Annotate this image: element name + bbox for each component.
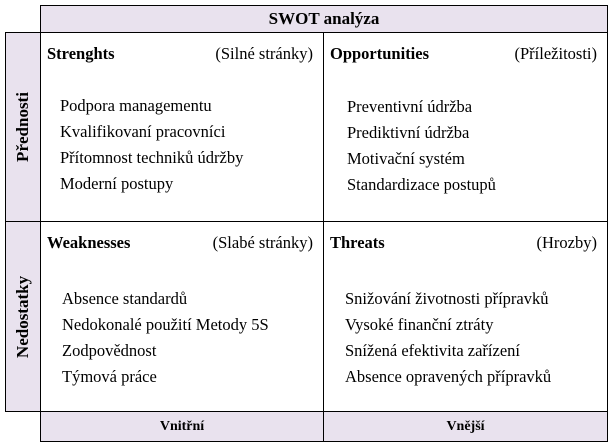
opportunities-title: Opportunities: [330, 44, 430, 63]
list-item: Nedokonalé použití Metody 5S: [62, 315, 269, 334]
list-item: Absence opravených přípravků: [345, 367, 552, 386]
list-item: Absence standardů: [62, 289, 188, 308]
row-label-top: Přednosti: [13, 92, 32, 162]
threats-list: [345, 286, 551, 390]
list-item: Přítomnost techniků údržby: [60, 148, 244, 167]
strengths-list: [60, 93, 243, 197]
list-item: Zodpovědnost: [62, 341, 157, 360]
opportunities-subtitle: (Příležitosti): [514, 44, 597, 63]
list-item: Týmová práce: [62, 367, 157, 386]
list-item: Vysoké finanční ztráty: [345, 315, 494, 334]
list-item: Preventivní údržba: [347, 97, 473, 116]
strengths-title: Strenghts: [47, 44, 115, 63]
column-label-left: Vnitřní: [159, 419, 205, 434]
weaknesses-list: [62, 286, 269, 390]
list-item: Snížená efektivita zařízení: [345, 341, 520, 360]
list-item: Podpora managementu: [60, 96, 212, 115]
list-item: Moderní postupy: [60, 174, 174, 193]
row-label-weaknesses-threats: [5, 221, 41, 412]
weaknesses-quadrant: [40, 221, 324, 412]
threats-title: Threats: [330, 233, 385, 252]
strengths-quadrant: [40, 32, 324, 222]
list-item: Standardizace postupů: [347, 175, 496, 194]
row-label-bottom: Nedostatky: [13, 275, 32, 358]
row-label-strengths-opportunities: [5, 32, 41, 222]
strengths-subtitle: (Silné stránky): [215, 44, 313, 63]
threats-subtitle: (Hrozby): [536, 233, 597, 252]
swot-title-bar: [40, 5, 608, 33]
opportunities-list: [347, 94, 496, 198]
weaknesses-title: Weaknesses: [47, 233, 131, 252]
list-item: Kvalifikovaní pracovníci: [60, 122, 226, 141]
diagram-title: SWOT analýza: [268, 9, 380, 28]
column-label-internal: [40, 411, 324, 442]
footer-corner: [5, 411, 41, 442]
threats-quadrant: [323, 221, 608, 412]
list-item: Motivační systém: [347, 149, 465, 168]
column-label-external: [323, 411, 608, 442]
list-item: Snižování životnosti přípravků: [345, 289, 549, 308]
opportunities-quadrant: [323, 32, 608, 222]
list-item: Prediktivní údržba: [347, 123, 470, 142]
weaknesses-subtitle: (Slabé stránky): [212, 233, 313, 252]
column-label-right: Vnější: [446, 419, 485, 434]
